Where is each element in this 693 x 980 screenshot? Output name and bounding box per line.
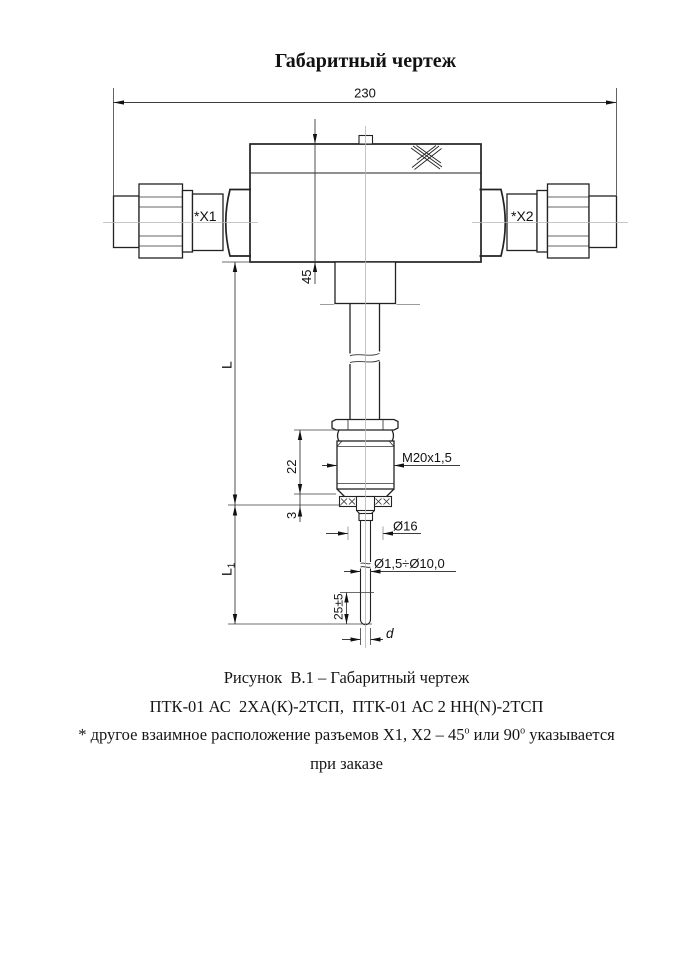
tip-length-label: 25±5	[331, 593, 346, 620]
caption-line1: Рисунок В.1 – Габаритный чертеж	[223, 668, 470, 687]
dim-L-label: L	[218, 361, 235, 369]
dim-3-label: 3	[284, 511, 299, 519]
dimension-d	[342, 626, 394, 645]
dim-d-label: d	[386, 626, 394, 641]
connector-x2	[480, 184, 617, 258]
dia16-label: Ø16	[393, 518, 418, 534]
x2-cable-stub	[589, 196, 617, 248]
dim-230-label: 230	[354, 85, 376, 101]
dimension-dia16	[326, 519, 421, 541]
dim-L1-label: $L_1$	[218, 562, 238, 576]
dia-range-label: Ø1,5÷Ø10,0	[374, 556, 445, 571]
page-title: Габаритный чертеж	[274, 50, 457, 72]
neck-and-tube	[320, 262, 420, 420]
dimension-22-and-3	[284, 430, 338, 522]
x2-knurled-nut	[548, 184, 590, 258]
x2-label: *X2	[511, 208, 534, 224]
x1-knurled-nut	[139, 184, 183, 258]
connector-x1	[114, 184, 252, 258]
dimension-L	[219, 262, 251, 505]
process-fitting	[332, 420, 398, 521]
thread-label: M20x1,5	[402, 450, 452, 465]
x1-label: *X1	[194, 208, 217, 224]
caption-line3: * другое взаимное расположение разъемов Х1, $Х2 - 45^о$ или $90^о$ указывается	[78, 725, 615, 744]
caption-line4: при заказе	[310, 753, 383, 773]
dimension-L1	[219, 505, 373, 624]
caption-line2: ПТК-01 АС 2ХА(К)-2ТСП, ПТК-01 АС 2 НН(N)-2ТСП	[149, 696, 544, 716]
dim-45-label: 45	[299, 269, 314, 284]
dim-22-label: 22	[284, 459, 299, 474]
dimension-25-5	[332, 593, 375, 625]
figure-caption	[0, 664, 693, 778]
x1-cable-stub	[114, 196, 140, 248]
